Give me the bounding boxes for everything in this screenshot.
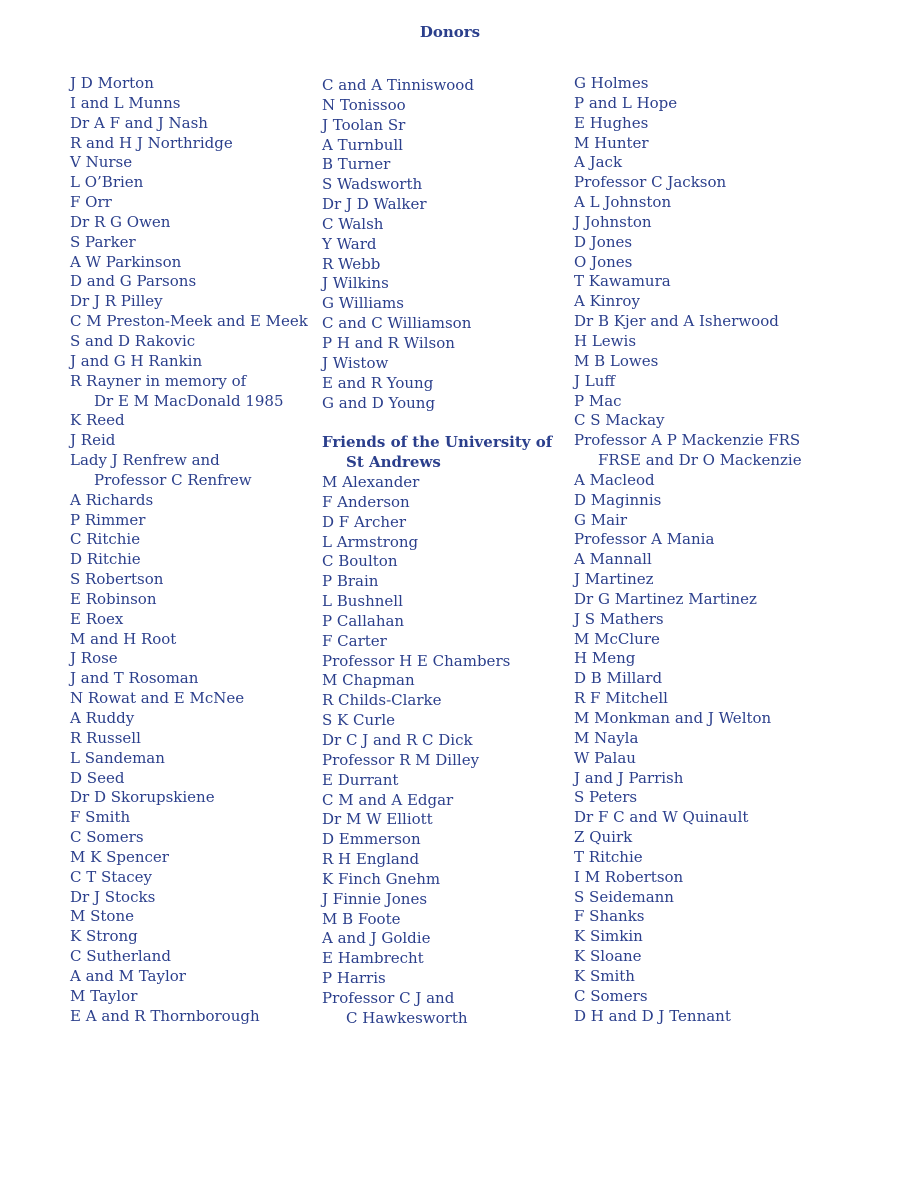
donor-entry: [574, 253, 814, 273]
donor-name-line: K Smith: [574, 966, 635, 985]
donor-name-line: P H and R Wilson: [322, 333, 455, 352]
donor-name-line: J Wilkins: [322, 274, 389, 293]
donor-entry: [70, 570, 310, 590]
donor-entry: [322, 969, 562, 989]
donor-name-line: I and L Munns: [70, 93, 181, 112]
donor-name-line: B Turner: [322, 155, 391, 174]
donor-entry: [322, 255, 562, 275]
donor-name-line: C and C Williamson: [322, 314, 472, 333]
donor-name-line: I M Robertson: [574, 867, 684, 886]
donor-name-line: A and J Goldie: [322, 929, 431, 948]
donor-name-line: Lady J Renfrew and: [70, 451, 220, 470]
donor-entry: [70, 907, 310, 927]
donor-entry: [322, 314, 562, 334]
donor-entry: [574, 411, 814, 431]
donor-entry: [322, 691, 562, 711]
donor-entry: [70, 272, 310, 292]
donor-name-line: K Finch Gnehm: [322, 869, 441, 888]
donor-name-line: F Anderson: [322, 492, 410, 511]
donor-name-line: D Maginnis: [574, 490, 662, 509]
donor-name-line: Friends of the University of: [322, 433, 553, 452]
donor-name-line: T Ritchie: [574, 847, 643, 866]
donor-name-line: J D Morton: [70, 74, 154, 92]
donor-name-line: O Jones: [574, 252, 633, 271]
donor-entry: [322, 215, 562, 235]
donor-entry: [70, 530, 310, 550]
donor-entry: [574, 312, 814, 332]
donor-entry: [322, 870, 562, 890]
donor-entry: [70, 153, 310, 173]
donor-name-line: L Bushnell: [322, 592, 403, 611]
donor-entry: [70, 193, 310, 213]
donor-entry: [70, 372, 310, 412]
donor-entry: [70, 134, 310, 154]
donor-name-line: A and M Taylor: [70, 966, 186, 985]
donor-entry: [70, 590, 310, 610]
donor-name-line: J Reid: [70, 431, 116, 450]
donor-name-line: R H England: [322, 850, 420, 869]
donor-name-line: G Holmes: [574, 74, 649, 92]
section-heading: [322, 433, 562, 473]
donor-entry: [70, 868, 310, 888]
donor-entry: [574, 907, 814, 927]
donor-entry: [574, 709, 814, 729]
donor-name-line: M Taylor: [70, 986, 138, 1005]
donor-entry: [322, 929, 562, 949]
donor-name-line: K Simkin: [574, 927, 643, 946]
donor-name-line: M B Foote: [322, 909, 401, 928]
donor-name-line: M Stone: [70, 907, 134, 926]
donor-entry: [70, 788, 310, 808]
donor-name-line: G Mair: [574, 510, 628, 529]
donor-name-line: E Hambrecht: [322, 949, 424, 968]
donor-entry: [574, 530, 814, 550]
donor-name-line: H Lewis: [574, 331, 637, 350]
donor-entry: [574, 808, 814, 828]
donor-name-line: Dr J D Walker: [322, 195, 427, 214]
donor-name-line: F Smith: [70, 808, 131, 827]
donor-entry: [574, 967, 814, 987]
donor-entry: [70, 927, 310, 947]
donor-entry: [322, 632, 562, 652]
donor-name-line: C Ritchie: [70, 530, 141, 549]
donor-entry: [574, 173, 814, 193]
donor-name-line: Professor A P Mackenzie FRS: [574, 431, 801, 450]
donor-name-continuation: St Andrews: [346, 453, 441, 472]
donor-entry: [574, 848, 814, 868]
donor-entry: [322, 830, 562, 850]
donor-entry: [322, 116, 562, 136]
donor-entry: [574, 431, 814, 471]
donor-entry: [574, 888, 814, 908]
donor-name-line: R Childs-Clarke: [322, 691, 442, 710]
donor-name-line: H Meng: [574, 649, 636, 668]
donor-entry: [574, 332, 814, 352]
donor-name-line: M Monkman and J Welton: [574, 709, 772, 727]
donor-entry: [574, 292, 814, 312]
donor-name-line: C Boulton: [322, 552, 398, 571]
donor-name-line: A Mannall: [574, 550, 652, 569]
donor-name-line: Professor R M Dilley: [322, 750, 480, 769]
donor-entry: [574, 987, 814, 1007]
donor-entry: [322, 374, 562, 394]
donor-entry: [574, 788, 814, 808]
donor-name-line: P Harris: [322, 969, 386, 988]
donor-name-line: S K Curle: [322, 711, 396, 730]
donor-name-line: A Kinroy: [574, 292, 640, 311]
donor-entry: [574, 153, 814, 173]
donor-entry: [70, 729, 310, 749]
donor-name-line: Dr J Stocks: [70, 887, 156, 906]
donor-entry: [574, 868, 814, 888]
donor-entry: [70, 1007, 310, 1027]
donor-entry: [70, 689, 310, 709]
donor-entry: [574, 193, 814, 213]
donor-name-line: A Richards: [70, 490, 154, 509]
donor-entry: [70, 610, 310, 630]
donor-name-line: J Martinez: [574, 570, 654, 589]
donor-name-line: E Robinson: [70, 589, 157, 608]
donor-entry: [322, 334, 562, 354]
donor-name-line: F Orr: [70, 193, 112, 212]
donor-entry: [322, 513, 562, 533]
donor-entry: [70, 431, 310, 451]
donor-name-line: V Nurse: [70, 153, 133, 172]
donor-entry: [574, 669, 814, 689]
donor-name-line: J Toolan Sr: [322, 115, 406, 134]
donor-name-line: M B Lowes: [574, 351, 659, 370]
donor-name-line: C Walsh: [322, 214, 384, 233]
donor-entry: [574, 272, 814, 292]
donor-entry: [322, 810, 562, 830]
donor-name-continuation: Dr E M MacDonald 1985: [94, 391, 284, 410]
donor-entry: [574, 134, 814, 154]
donor-entry: [70, 312, 310, 332]
donor-entry: [70, 709, 310, 729]
donor-entry: [70, 74, 310, 94]
donor-name-line: E Roex: [70, 609, 124, 628]
donor-entry: [322, 791, 562, 811]
donor-name-line: L Armstrong: [322, 532, 419, 551]
donor-name-line: Dr J R Pilley: [70, 292, 163, 311]
donor-name-line: J Finnie Jones: [322, 889, 428, 908]
donor-entry: [322, 711, 562, 731]
donor-entry: [574, 769, 814, 789]
donor-entry: [322, 294, 562, 314]
donor-name-line: C T Stacey: [70, 867, 153, 886]
donor-name-line: Dr C J and R C Dick: [322, 731, 473, 749]
donor-name-line: S and D Rakovic: [70, 331, 196, 350]
donor-name-line: Y Ward: [322, 234, 377, 253]
donor-entry: [70, 491, 310, 511]
donor-name-line: D H and D J Tennant: [574, 1006, 731, 1025]
donor-name-line: K Strong: [70, 927, 138, 946]
donor-name-line: Dr G Martinez Martinez: [574, 589, 757, 608]
donor-name-line: K Sloane: [574, 947, 642, 966]
donor-entry: [70, 511, 310, 531]
donor-name-line: Professor C Jackson: [574, 173, 727, 192]
donor-entry: [70, 253, 310, 273]
donor-entry: [322, 890, 562, 910]
donor-name-line: Professor C J and: [322, 988, 455, 1007]
donor-name-line: Dr M W Elliott: [322, 810, 433, 829]
donor-name-line: P Mac: [574, 391, 622, 410]
donor-name-line: J Luff: [574, 371, 616, 390]
donor-column-2: [322, 76, 562, 1029]
donor-entry: [322, 473, 562, 493]
donor-entry: [574, 213, 814, 233]
donor-name-line: D Ritchie: [70, 550, 141, 569]
donor-entry: [70, 947, 310, 967]
donor-entry: [70, 987, 310, 1007]
donor-entry: [574, 630, 814, 650]
donor-entry: [574, 352, 814, 372]
donor-name-line: D F Archer: [322, 512, 407, 531]
donor-name-line: D Seed: [70, 768, 125, 787]
donor-entry: [574, 828, 814, 848]
donor-entry: [322, 572, 562, 592]
donor-entry: [322, 671, 562, 691]
donor-name-line: F Carter: [322, 631, 387, 650]
donor-name-continuation: C Hawkesworth: [346, 1008, 468, 1027]
donor-entry: [70, 669, 310, 689]
donor-entry: [70, 233, 310, 253]
donor-name-line: R Webb: [322, 254, 381, 273]
donor-name-line: D and G Parsons: [70, 272, 197, 291]
donor-entry: [70, 173, 310, 193]
donor-entry: [574, 372, 814, 392]
donor-entry: [322, 949, 562, 969]
donor-name-line: M Hunter: [574, 133, 649, 152]
donor-name-line: J Johnston: [574, 212, 652, 231]
donor-entry: [574, 491, 814, 511]
donor-name-line: P Rimmer: [70, 510, 146, 529]
donor-name-line: A Jack: [574, 153, 623, 172]
donor-name-line: E Durrant: [322, 770, 399, 789]
donor-name-line: M Nayla: [574, 728, 639, 747]
donor-entry: [574, 114, 814, 134]
donor-name-line: D Jones: [574, 232, 633, 251]
donor-name-line: J and G H Rankin: [70, 351, 203, 370]
donor-entry: [574, 74, 814, 94]
donor-entry: [322, 394, 562, 414]
donor-entry: [70, 550, 310, 570]
donor-entry: [574, 511, 814, 531]
donor-entry: [70, 888, 310, 908]
donor-name-line: J Wistow: [322, 353, 389, 372]
donor-name-line: M McClure: [574, 629, 660, 648]
donor-entry: [322, 552, 562, 572]
donor-name-line: Professor A Mania: [574, 530, 715, 549]
donor-name-line: L Sandeman: [70, 748, 165, 767]
donor-entry: [574, 392, 814, 412]
donor-entry: [322, 155, 562, 175]
donor-entry: [70, 213, 310, 233]
donor-entry: [574, 610, 814, 630]
donor-entry: [70, 114, 310, 134]
donor-name-line: E A and R Thornborough: [70, 1006, 260, 1025]
donor-name-line: S Robertson: [70, 570, 164, 589]
donor-entry: [322, 76, 562, 96]
donor-entry: [574, 749, 814, 769]
donor-name-line: F Shanks: [574, 907, 645, 926]
donor-name-line: D Emmerson: [322, 830, 421, 849]
donor-entry: [70, 769, 310, 789]
donor-entry: [322, 731, 562, 751]
donor-entry: [70, 828, 310, 848]
donor-name-line: R Russell: [70, 728, 141, 747]
donor-name-line: C and A Tinniswood: [322, 76, 474, 94]
donor-entry: [70, 352, 310, 372]
donor-name-line: C S Mackay: [574, 411, 665, 430]
donor-name-line: C Sutherland: [70, 947, 171, 966]
donor-entry: [322, 771, 562, 791]
donor-name-line: T Kawamura: [574, 272, 671, 291]
donor-name-line: C Somers: [574, 986, 648, 1005]
donor-name-line: E and R Young: [322, 373, 434, 392]
donor-entry: [322, 136, 562, 156]
donor-entry: [322, 989, 562, 1029]
donor-name-line: A Turnbull: [322, 135, 403, 154]
donor-name-line: K Reed: [70, 411, 125, 430]
donor-entry: [70, 649, 310, 669]
donor-name-line: S Peters: [574, 788, 638, 807]
donor-name-line: C M and A Edgar: [322, 790, 454, 809]
donor-entry: [574, 947, 814, 967]
donor-entry: [70, 967, 310, 987]
donor-entry: [70, 749, 310, 769]
donor-name-line: R F Mitchell: [574, 689, 668, 708]
donor-name-line: S Parker: [70, 232, 136, 251]
donor-entry: [574, 471, 814, 491]
donor-name-line: G Williams: [322, 294, 404, 313]
donor-entry: [70, 411, 310, 431]
donor-name-line: S Wadsworth: [322, 175, 423, 194]
donor-name-continuation: Professor C Renfrew: [94, 470, 252, 489]
donor-entry: [574, 649, 814, 669]
donor-name-line: C Somers: [70, 828, 144, 847]
donor-name-line: R and H J Northridge: [70, 133, 233, 152]
donor-name-line: J and T Rosoman: [70, 669, 199, 688]
donor-name-line: S Seidemann: [574, 887, 674, 906]
donor-entry: [574, 570, 814, 590]
donor-name-line: Dr B Kjer and A Isherwood: [574, 312, 779, 331]
donor-name-line: Z Quirk: [574, 828, 633, 847]
donor-entry: [574, 689, 814, 709]
donor-entry: [322, 175, 562, 195]
donor-entry: [70, 808, 310, 828]
donor-name-line: L O’Brien: [70, 173, 144, 192]
donor-name-line: N Tonissoo: [322, 95, 406, 114]
donor-entry: [574, 927, 814, 947]
donor-entry: [574, 94, 814, 114]
donor-entry: [322, 274, 562, 294]
donor-entry: [322, 592, 562, 612]
donor-entry: [70, 94, 310, 114]
donor-name-line: M and H Root: [70, 629, 177, 648]
donor-entry: [322, 910, 562, 930]
donor-name-line: E Hughes: [574, 113, 649, 132]
donor-entry: [322, 235, 562, 255]
donor-entry: [574, 1007, 814, 1027]
donor-entry: [70, 292, 310, 312]
donor-entry: [574, 590, 814, 610]
donor-entry: [322, 195, 562, 215]
donor-name-line: N Rowat and E McNee: [70, 689, 245, 708]
donor-name-continuation: FRSE and Dr O Mackenzie: [598, 451, 802, 470]
donor-name-line: C M Preston-Meek and E Meek: [70, 312, 308, 331]
donor-name-line: Dr A F and J Nash: [70, 113, 208, 132]
donor-name-line: P Callahan: [322, 611, 405, 630]
donor-name-line: M Chapman: [322, 671, 415, 690]
donor-name-line: P and L Hope: [574, 93, 678, 112]
donor-name-line: P Brain: [322, 572, 379, 591]
donor-entry: [574, 233, 814, 253]
donor-name-line: J Rose: [70, 649, 118, 668]
donor-name-line: M Alexander: [322, 473, 420, 492]
donor-entry: [322, 652, 562, 672]
donor-entry: [322, 612, 562, 632]
donor-entry: [322, 850, 562, 870]
donor-name-line: D B Millard: [574, 669, 663, 688]
donor-entry: [70, 630, 310, 650]
donor-entry: [70, 451, 310, 491]
donor-name-line: Dr R G Owen: [70, 212, 171, 231]
donor-name-line: A W Parkinson: [70, 252, 182, 271]
donor-entry: [574, 729, 814, 749]
donor-name-line: A L Johnston: [574, 193, 672, 212]
donor-name-line: A Ruddy: [70, 709, 135, 727]
donor-entry: [322, 354, 562, 374]
page-title: Donors: [419, 23, 481, 41]
donor-name-line: J and J Parrish: [574, 768, 684, 787]
donor-name-line: Dr F C and W Quinault: [574, 808, 749, 827]
donor-column-1: [70, 74, 310, 1027]
donor-name-line: J S Mathers: [574, 609, 664, 628]
donor-entry: [322, 96, 562, 116]
donor-name-line: M K Spencer: [70, 847, 169, 866]
donor-entry: [70, 332, 310, 352]
donor-column-3: [574, 74, 814, 1027]
donor-name-line: G and D Young: [322, 393, 436, 412]
donor-entry: [322, 533, 562, 553]
donor-name-line: Professor H E Chambers: [322, 651, 511, 670]
donor-entry: [322, 493, 562, 513]
donor-name-line: R Rayner in memory of: [70, 371, 247, 390]
donor-entry: [70, 848, 310, 868]
donor-name-line: W Palau: [574, 748, 636, 767]
donor-entry: [322, 751, 562, 771]
donor-entry: [574, 550, 814, 570]
donor-name-line: Dr D Skorupskiene: [70, 788, 215, 807]
donor-name-line: A Macleod: [574, 470, 655, 489]
